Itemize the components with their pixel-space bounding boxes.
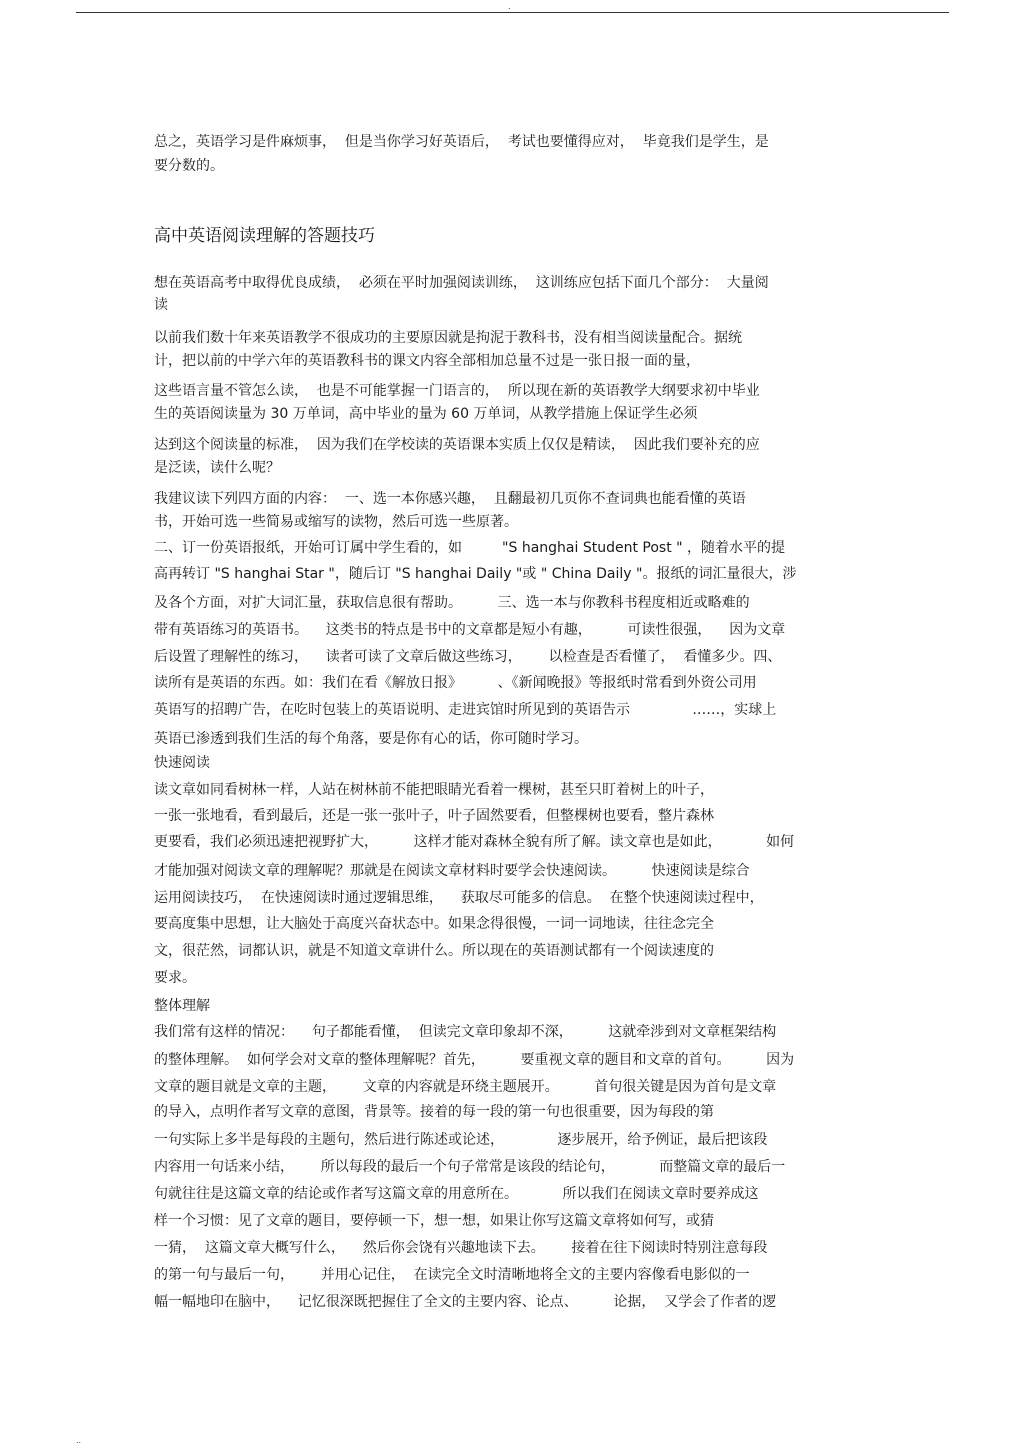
body-line: 一句实际上多半是每段的主题句，然后进行陈述或论述， 逐步展开，给予例证，最后把该段 <box>154 1132 768 1148</box>
body-line: 幅一幅地印在脑中， 记忆很深既把握住了全文的主要内容、论点、 论据， 又学会了作者的逻 <box>154 1294 777 1310</box>
body-line: 文，很茫然，词都认识，就是不知道文章讲什么。所以现在的英语测试都有一个阅读速度的 <box>154 943 714 959</box>
body-line: 句就往往是这篇文章的结论或作者写这篇文章的用意所在。 所以我们在阅读文章时要养成这 <box>154 1186 759 1202</box>
body-line: 更要看，我们必须迅速把视野扩大， 这样才能对森林全貌有所了解。读文章也是如此， 如何 <box>154 834 795 850</box>
body-line: 内容用一句话来小结， 所以每段的最后一个句子常常是该段的结论句， 而整篇文章的最后一 <box>154 1159 786 1175</box>
body-line: 以前我们数十年来英语教学不很成功的主要原因就是拘泥于教科书，没有相当阅读量配合。据统 <box>154 330 742 346</box>
body-line: 英语写的招聘广告，在吃时包装上的英语说明、走进宾馆时所见到的英语告示 ……，实球上 <box>154 702 777 718</box>
body-line: 我们常有这样的情况： 句子都能看懂， 但读完文章印象却不深， 这就牵涉到对文章框架结构 <box>154 1024 777 1040</box>
body-line: 这些语言量不管怎么读， 也是不可能掌握一门语言的， 所以现在新的英语教学大纲要求初中毕业 <box>154 383 760 399</box>
body-line: 才能加强对阅读文章的理解呢？那就是在阅读文章材料时要学会快速阅读。 快速阅读是综合 <box>154 863 750 879</box>
body-line: 二、订一份英语报纸，开始可订属中学生看的，如 "S hanghai Student Post " ，随着水平的提 <box>154 540 786 556</box>
body-line: 想在英语高考中取得优良成绩， 必须在平时加强阅读训练， 这训练应包括下面几个部分： 大量阅 <box>154 275 769 291</box>
body-line: 的导入，点明作者写文章的意图，背景等。接着的每一段的第一句也很重要，因为每段的第 <box>154 1104 714 1120</box>
body-line: 读所有是英语的东西。如：我们在看《解放日报》 、《新闻晚报》等报纸时常看到外资公司用 <box>154 675 757 691</box>
body-line: 的第一句与最后一句， 并用心记住， 在读完全文时清晰地将全文的主要内容像看电影似的一 <box>154 1267 750 1283</box>
section-heading-overall-understanding: 整体理解 <box>154 998 210 1014</box>
body-line: 书，开始可选一些简易或缩写的读物，然后可选一些原著。 <box>154 514 518 530</box>
body-line: 带有英语练习的英语书。 这类书的特点是书中的文章都是短小有趣， 可读性很强， 因为文章 <box>154 622 786 638</box>
body-line: 读文章如同看树林一样，人站在树林前不能把眼睛光看着一棵树，甚至只盯着树上的叶子， <box>154 782 714 798</box>
body-line: 一张一张地看，看到最后，还是一张一张叶子，叶子固然要看，但整棵树也要看，整片森林 <box>154 808 714 824</box>
body-line: 我建议读下列四方面的内容： 一、选一本你感兴趣， 且翻最初几页你不查词典也能看懂的英语 <box>154 491 746 507</box>
intro-line: 要分数的。 <box>154 158 224 174</box>
article-title: 高中英语阅读理解的答题技巧 <box>154 226 375 246</box>
body-line: 要求。 <box>154 970 196 986</box>
intro-line: 总之，英语学习是件麻烦事， 但是当你学习好英语后， 考试也要懂得应对， 毕竟我们是学生，是 <box>154 134 769 150</box>
top-rule <box>76 12 949 13</box>
body-line: 文章的题目就是文章的主题， 文章的内容就是环绕主题展开。 首句很关键是因为首句是文章 <box>154 1079 777 1095</box>
body-line: 计，把以前的中学六年的英语教科书的课文内容全部相加总量不过是一张日报一面的量， <box>154 353 700 369</box>
body-line: 达到这个阅读量的标准， 因为我们在学校读的英语课本实质上仅仅是精读， 因此我们要补充的应 <box>154 437 760 453</box>
body-line: 高再转订 "S hanghai Star "，随后订 "S hanghai Daily "或 " China Daily "。报纸的词汇量很大，涉 <box>154 566 797 582</box>
footer-mark: .. <box>76 1436 82 1445</box>
body-line: 一猜， 这篇文章大概写什么， 然后你会饶有兴趣地读下去。 接着在往下阅读时特别注意每段 <box>154 1240 768 1256</box>
section-heading-fast-reading: 快速阅读 <box>154 755 210 771</box>
header-dot: . <box>508 2 511 11</box>
body-line: 生的英语阅读量为 30 万单词，高中毕业的量为 60 万单词，从教学措施上保证学生必须 <box>154 406 698 422</box>
body-line: 样一个习惯：见了文章的题目，要停顿一下，想一想，如果让你写这篇文章将如何写，或猜 <box>154 1213 714 1229</box>
body-line: 运用阅读技巧， 在快速阅读时通过逻辑思维， 获取尽可能多的信息。 在整个快速阅读过程中， <box>154 890 764 906</box>
body-line: 是泛读，读什么呢？ <box>154 460 280 476</box>
body-line: 及各个方面，对扩大词汇量，获取信息很有帮助。 三、选一本与你教科书程度相近或略难的 <box>154 595 750 611</box>
body-line: 的整体理解。 如何学会对文章的整体理解呢？首先， 要重视文章的题目和文章的首句。 因为 <box>154 1052 795 1068</box>
body-line: 后设置了理解性的练习， 读者可读了文章后做这些练习， 以检查是否看懂了， 看懂多少。四、 <box>154 649 782 665</box>
body-line: 要高度集中思想，让大脑处于高度兴奋状态中。如果念得很慢，一词一词地读，往往念完全 <box>154 916 714 932</box>
body-line: 读 <box>154 297 168 313</box>
body-line: 英语已渗透到我们生活的每个角落，要是你有心的话，你可随时学习。 <box>154 731 588 747</box>
